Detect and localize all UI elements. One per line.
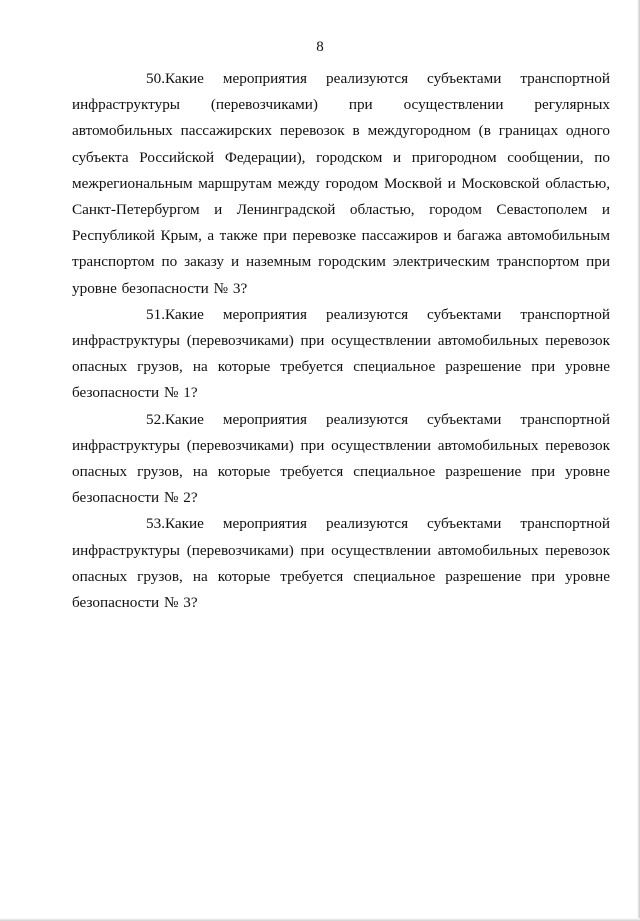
question-number: 52. <box>146 410 165 428</box>
question-text: Какие мероприятия реализуются субъектами транспортной инфраструктуры (перевозчиками) при осуществлении регулярных автомобильных пассажирских перевозок в междугородном (в границах одного субъекта Российской Федерации), городском и пригородном сообщении, по межрегиональным маршрутам между городом Москвой и Московской областью, Санкт-Петербургом и Ленинградской областью, городом Севастополем и Республикой Крым, а также при перевозке пассажиров и багажа автомобильным транспортом по заказу и наземным городским электрическим транспортом при уровне безопасности № 3? <box>72 70 610 297</box>
question-text: Какие мероприятия реализуются субъектами транспортной инфраструктуры (перевозчиками) при осуществлении автомобильных перевозок опасных грузов, на которые требуется специальное разрешение при уровне безопасности № 3? <box>72 515 610 612</box>
question-item <box>72 302 610 407</box>
question-item <box>72 66 610 302</box>
question-list <box>72 66 610 616</box>
question-item <box>72 407 610 512</box>
question-number: 53. <box>146 515 165 533</box>
question-text: Какие мероприятия реализуются субъектами транспортной инфраструктуры (перевозчиками) при осуществлении автомобильных перевозок опасных грузов, на которые требуется специальное разрешение при уровне безопасности № 1? <box>72 305 610 402</box>
question-number: 50. <box>146 70 165 87</box>
page-number: 8 <box>316 39 324 55</box>
question-number: 51. <box>146 305 165 323</box>
question-text: Какие мероприятия реализуются субъектами транспортной инфраструктуры (перевозчиками) при осуществлении автомобильных перевозок опасных грузов, на которые требуется специальное разрешение при уровне безопасности № 2? <box>72 410 610 507</box>
question-item <box>72 511 610 616</box>
